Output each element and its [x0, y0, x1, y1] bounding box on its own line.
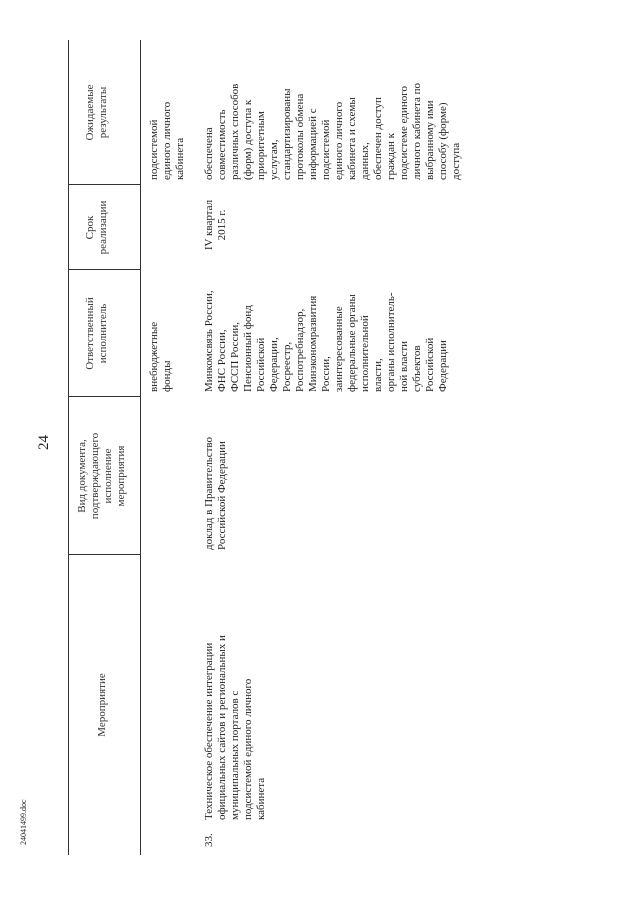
header-bottom-rule — [140, 40, 141, 855]
row-doc-type: доклад в Правительство Российской Федерации — [203, 436, 228, 550]
row-event: Техническое обеспечение интеграции официальных сайтов и региональных и муниципальных порталов с подсистемой единого личного кабинета — [203, 635, 267, 820]
row-executor: Минкомсвязь России, ФНС России, ФССП России, Пенсионный фонд Российской Федерации, Росреестр, Роспотребнадзор, Минэкономразвития России, заинтересованные федеральные органы исполнительной власти, органы исполнитель- ной власти субъектов Российской Федерации — [203, 290, 449, 392]
row-number: 33. — [203, 833, 215, 847]
header-event: Мероприятие — [96, 673, 108, 737]
events-table — [68, 40, 588, 855]
header-doc-type: Вид документа, подтверждающего исполнение мероприятия — [76, 432, 127, 520]
header-deadline: Срок реализации — [84, 200, 109, 255]
header-results: Ожидаемые результаты — [84, 84, 109, 141]
page-number: 24 — [36, 435, 52, 450]
header-executor: Ответственный исполнитель — [84, 297, 109, 370]
table-top-rule — [68, 40, 69, 855]
row-deadline: IV квартал 2015 г. — [203, 199, 228, 251]
row-results: обеспечена совместимость различных способов (форм) доступа к приоритетным услугам, стандартизированы протоколы обмена информацией с подсистемой единого личного кабинета и схемы данных, обеспечен доступ граждан к подсистеме единого личного кабинета по выбранному ими способу (форме) доступа — [203, 82, 462, 180]
continuation-results: подсистемой единого личного кабинета — [148, 101, 186, 180]
continuation-executor: внебюджетные фонды — [148, 321, 173, 392]
document-code: 24041499.doc — [19, 799, 28, 845]
